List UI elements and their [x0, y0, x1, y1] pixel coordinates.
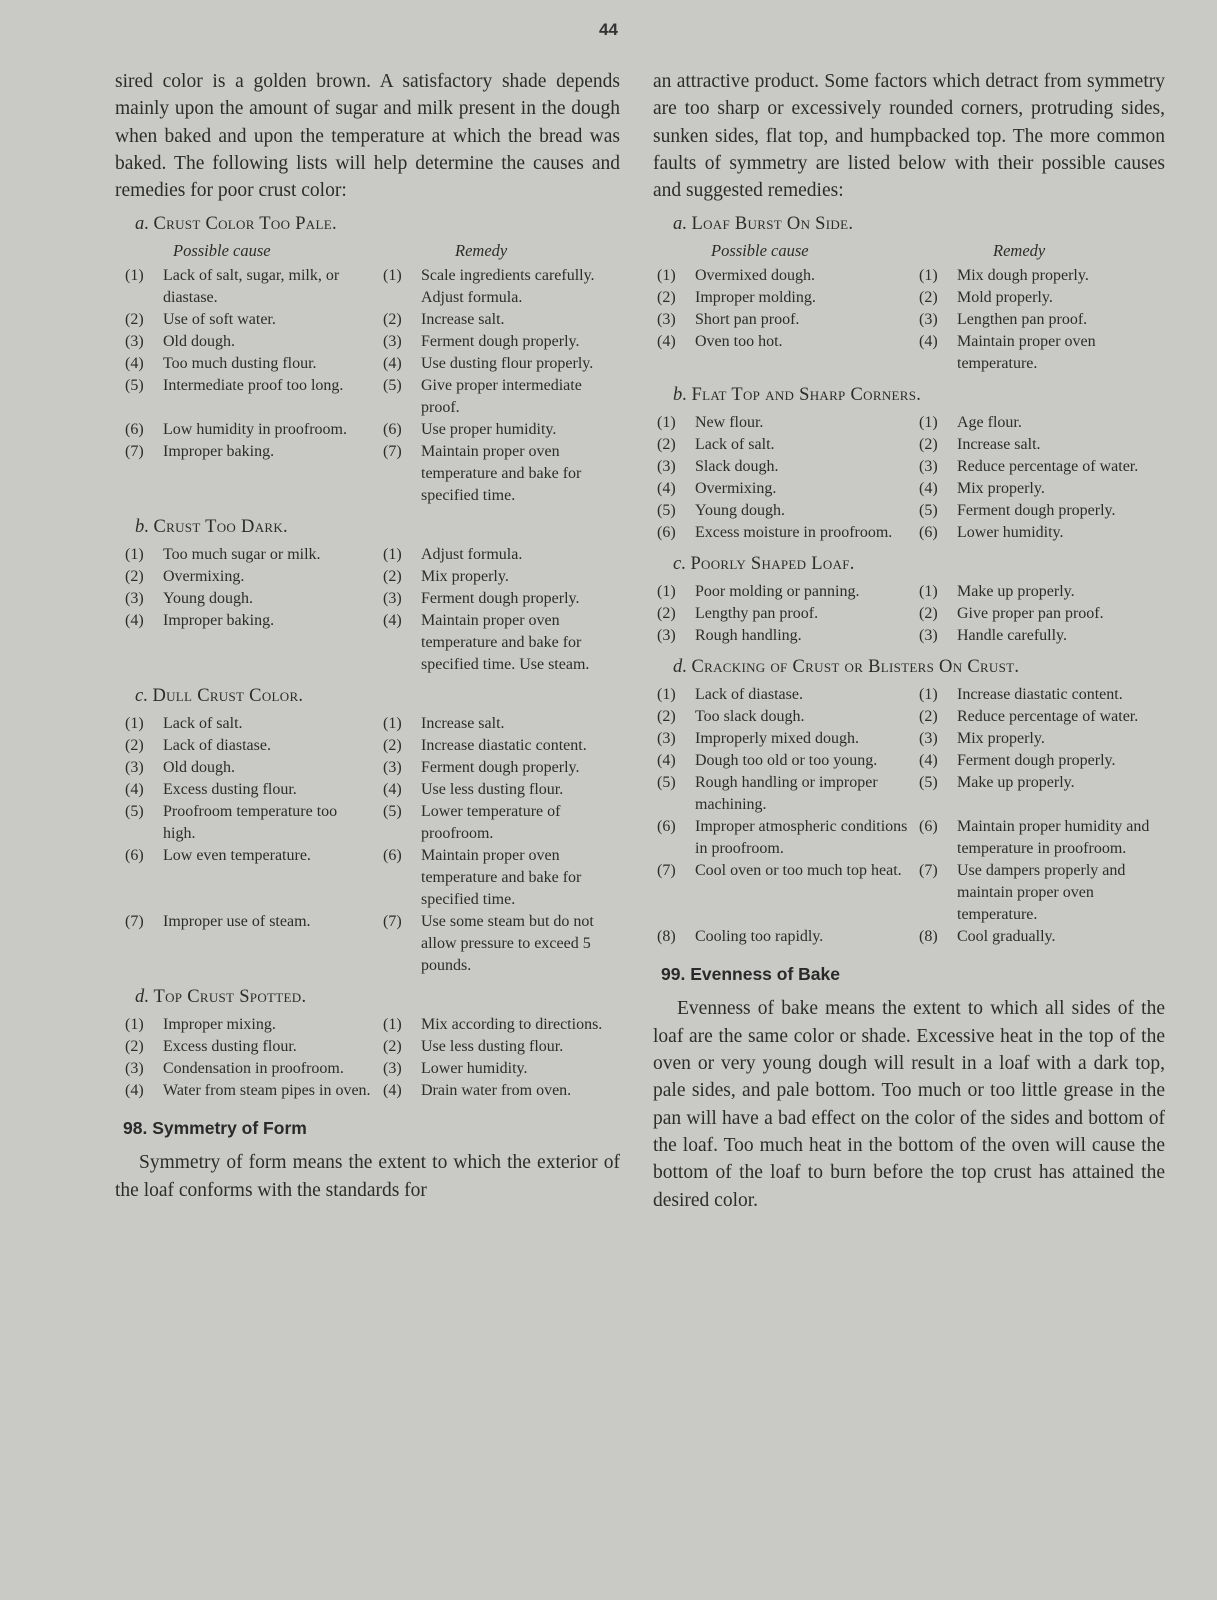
- remedy-text: Mold properly.: [957, 289, 1053, 307]
- row-number: (4): [125, 355, 144, 373]
- column-headers: [115, 241, 620, 261]
- table-row: [657, 684, 1165, 706]
- row-number: (3): [919, 730, 938, 748]
- row-number: (4): [383, 612, 402, 630]
- table-row: [657, 603, 1165, 625]
- table-row: [657, 728, 1165, 750]
- section-title: Top Crust Spotted.: [153, 987, 307, 1008]
- remedy-text: Use less dusting flour.: [421, 781, 564, 799]
- cause-text: Slack dough.: [695, 458, 779, 476]
- cause-text: Improper molding.: [695, 289, 816, 307]
- table-row: [125, 610, 620, 676]
- remedy-text: Lower temperature of proofroom.: [421, 803, 561, 843]
- table-row: [125, 588, 620, 610]
- remedy-text: Ferment dough properly.: [421, 759, 580, 777]
- remedy-text: Increase salt.: [421, 311, 505, 329]
- row-number: (1): [125, 715, 144, 733]
- table-row: [125, 1058, 620, 1080]
- cause-text: Lack of salt, sugar, milk, or diastase.: [163, 267, 340, 307]
- row-number: (1): [383, 1016, 402, 1034]
- cause-text: Improperly mixed dough.: [695, 730, 859, 748]
- remedy-text: Maintain proper oven temperature.: [957, 333, 1096, 373]
- table-row: [125, 1080, 620, 1102]
- row-number: (6): [383, 847, 402, 865]
- article-heading-symmetry-of-form: 98. Symmetry of Form: [123, 1118, 307, 1139]
- remedy-text: Adjust formula.: [421, 546, 523, 564]
- row-number: (2): [125, 737, 144, 755]
- row-number: (7): [383, 913, 402, 931]
- row-number: (1): [125, 546, 144, 564]
- section-letter: b.: [135, 517, 150, 538]
- row-number: (2): [919, 436, 938, 454]
- table-row: [125, 544, 620, 566]
- section-letter: c.: [673, 554, 687, 575]
- remedy-text: Make up properly.: [957, 774, 1075, 792]
- row-number: (5): [125, 377, 144, 395]
- table-row: [657, 309, 1165, 331]
- table-row: [125, 801, 620, 845]
- remedy-text: Cool gradually.: [957, 928, 1056, 946]
- row-number: (4): [657, 752, 676, 770]
- table-row: [125, 331, 620, 353]
- row-number: (4): [919, 480, 938, 498]
- row-number: (2): [657, 436, 676, 454]
- row-number: (3): [125, 759, 144, 777]
- cause-text: Improper baking.: [163, 612, 275, 630]
- row-number: (4): [919, 333, 938, 351]
- left-column: [115, 68, 620, 1204]
- table-row: [657, 287, 1165, 309]
- cause-text: Rough handling.: [695, 627, 802, 645]
- row-number: (4): [383, 1082, 402, 1100]
- row-number: (4): [125, 612, 144, 630]
- row-number: (5): [919, 774, 938, 792]
- table-row: [657, 816, 1165, 860]
- table-row: [125, 566, 620, 588]
- row-number: (5): [919, 502, 938, 520]
- row-number: (5): [383, 803, 402, 821]
- row-number: (3): [125, 333, 144, 351]
- row-number: (2): [657, 708, 676, 726]
- table-row: [657, 625, 1165, 647]
- row-number: (1): [383, 267, 402, 285]
- row-number: (6): [919, 818, 938, 836]
- cause-text: Poor molding or panning.: [695, 583, 860, 601]
- row-number: (3): [125, 1060, 144, 1078]
- table-row: [657, 706, 1165, 728]
- cause-text: Overmixing.: [163, 568, 245, 586]
- row-number: (4): [657, 480, 676, 498]
- table-row: [125, 309, 620, 331]
- section-title: Cracking of Crust or Blisters On Crust.: [691, 657, 1020, 678]
- row-number: (2): [657, 289, 676, 307]
- row-number: (1): [919, 686, 938, 704]
- table-row: [657, 772, 1165, 816]
- remedy-text: Reduce percentage of water.: [957, 458, 1139, 476]
- section-poorly-shaped-loaf: [673, 554, 1165, 575]
- remedy-text: Use dusting flour properly.: [421, 355, 594, 373]
- row-number: (4): [125, 781, 144, 799]
- row-number: (2): [125, 568, 144, 586]
- cause-text: Cool oven or too much top heat.: [695, 862, 902, 880]
- row-number: (8): [919, 928, 938, 946]
- remedy-text: Age flour.: [957, 414, 1022, 432]
- section-letter: a.: [673, 214, 688, 235]
- row-number: (4): [383, 781, 402, 799]
- table-row: [125, 845, 620, 911]
- row-number: (1): [919, 414, 938, 432]
- remedy-text: Handle carefully.: [957, 627, 1068, 645]
- cause-text: Lack of salt.: [163, 715, 243, 733]
- remedy-text: Increase salt.: [957, 436, 1041, 454]
- cause-text: Proofroom temperature too high.: [163, 803, 338, 843]
- cause-text: Cooling too rapidly.: [695, 928, 824, 946]
- table-row: [657, 456, 1165, 478]
- remedy-text: Make up properly.: [957, 583, 1075, 601]
- cause-text: Excess moisture in proofroom.: [695, 524, 893, 542]
- cause-text: Short pan proof.: [695, 311, 800, 329]
- remedy-text: Mix properly.: [421, 568, 509, 586]
- row-number: (8): [657, 928, 676, 946]
- row-number: (3): [125, 590, 144, 608]
- section-letter: d.: [673, 657, 688, 678]
- cause-text: Rough handling or improper machining.: [695, 774, 878, 814]
- remedy-text: Maintain proper humidity and temperature in proofroom.: [957, 818, 1150, 858]
- row-number: (5): [383, 377, 402, 395]
- row-number: (3): [383, 1060, 402, 1078]
- cause-text: Overmixing.: [695, 480, 777, 498]
- table-row: [125, 353, 620, 375]
- row-number: (3): [919, 311, 938, 329]
- cause-text: Lack of salt.: [695, 436, 775, 454]
- table-row: [125, 911, 620, 977]
- remedy-text: Use proper humidity.: [421, 421, 557, 439]
- section-flat-top-and-sharp-corners: [673, 385, 1165, 406]
- symmetry-body-start: Symmetry of form means the extent to which the exterior of the loaf conforms with the standards for: [115, 1152, 620, 1201]
- section-title: Loaf Burst On Side.: [691, 214, 854, 235]
- section-letter: d.: [135, 987, 150, 1008]
- remedy-text: Scale ingredients carefully. Adjust formula.: [421, 267, 595, 307]
- row-number: (4): [125, 1082, 144, 1100]
- row-number: (2): [383, 1038, 402, 1056]
- cause-text: Low even temperature.: [163, 847, 311, 865]
- table-row: [125, 375, 620, 419]
- row-number: (6): [125, 421, 144, 439]
- remedy-text: Ferment dough properly.: [957, 502, 1116, 520]
- cause-text: Young dough.: [695, 502, 785, 520]
- row-number: (3): [657, 458, 676, 476]
- cause-text: New flour.: [695, 414, 764, 432]
- remedy-text: Increase salt.: [421, 715, 505, 733]
- table-row: [657, 434, 1165, 456]
- row-number: (2): [657, 605, 676, 623]
- row-number: (6): [657, 818, 676, 836]
- cause-text: Condensation in proofroom.: [163, 1060, 344, 1078]
- cause-text: Lack of diastase.: [163, 737, 271, 755]
- table-row: [125, 779, 620, 801]
- remedy-text: Mix properly.: [957, 480, 1045, 498]
- remedy-text: Reduce percentage of water.: [957, 708, 1139, 726]
- row-number: (2): [919, 605, 938, 623]
- row-number: (5): [657, 774, 676, 792]
- section-title: Flat Top and Sharp Corners.: [691, 385, 922, 406]
- cause-text: Lack of diastase.: [695, 686, 803, 704]
- cause-text: Excess dusting flour.: [163, 781, 297, 799]
- section-crust-color-too-pale: [135, 214, 620, 235]
- cause-text: Old dough.: [163, 333, 235, 351]
- cause-text: Too much sugar or milk.: [163, 546, 321, 564]
- row-number: (1): [383, 715, 402, 733]
- cause-text: Improper atmospheric conditions in proofroom.: [695, 818, 908, 858]
- remedy-header: Remedy: [993, 241, 1046, 261]
- section-letter: b.: [673, 385, 688, 406]
- remedy-text: Lengthen pan proof.: [957, 311, 1088, 329]
- remedy-text: Increase diastatic content.: [957, 686, 1123, 704]
- remedy-text: Maintain proper oven temperature and bake for specified time.: [421, 443, 582, 505]
- row-number: (7): [125, 913, 144, 931]
- table-row: [657, 412, 1165, 434]
- section-loaf-burst-on-side: [673, 214, 1165, 235]
- remedy-text: Use dampers properly and maintain proper oven temperature.: [957, 862, 1126, 924]
- cause-text: Low humidity in proofroom.: [163, 421, 347, 439]
- row-number: (6): [919, 524, 938, 542]
- evenness-of-bake-body: Evenness of bake means the extent to which all sides of the loaf are the same color or shade. Excessive heat in the top of the oven or very young dough will result in a loaf with a dark top, pale sides, and pale bottom. Too much or too little grease in the pan will have a bad effect on the color of the sides and bottom of the loaf. Too much heat in the bottom of the oven will cause the bottom of the loaf to burn before the top crust has attained the desired color.: [653, 998, 1165, 1211]
- table-row: [125, 757, 620, 779]
- cause-text: Excess dusting flour.: [163, 1038, 297, 1056]
- remedy-text: Ferment dough properly.: [421, 333, 580, 351]
- table-row: [657, 581, 1165, 603]
- row-number: (2): [919, 289, 938, 307]
- cause-text: Too much dusting flour.: [163, 355, 317, 373]
- row-number: (1): [657, 583, 676, 601]
- row-number: (2): [125, 1038, 144, 1056]
- remedy-text: Lower humidity.: [957, 524, 1064, 542]
- cause-text: Dough too old or too young.: [695, 752, 878, 770]
- cause-text: Old dough.: [163, 759, 235, 777]
- row-number: (3): [383, 590, 402, 608]
- remedy-text: Mix according to directions.: [421, 1016, 603, 1034]
- row-number: (3): [919, 627, 938, 645]
- remedy-text: Drain water from oven.: [421, 1082, 572, 1100]
- section-dull-crust-color: [135, 686, 620, 707]
- row-number: (5): [125, 803, 144, 821]
- cause-text: Young dough.: [163, 590, 253, 608]
- remedy-text: Lower humidity.: [421, 1060, 528, 1078]
- cause-text: Improper baking.: [163, 443, 275, 461]
- table-row: [657, 860, 1165, 926]
- article-heading-evenness-of-bake: 99. Evenness of Bake: [661, 964, 840, 985]
- section-cracking-of-crust: [673, 657, 1165, 678]
- row-number: (3): [657, 627, 676, 645]
- section-letter: a.: [135, 214, 150, 235]
- row-number: (4): [383, 355, 402, 373]
- row-number: (1): [383, 546, 402, 564]
- cause-text: Too slack dough.: [695, 708, 805, 726]
- row-number: (1): [657, 686, 676, 704]
- remedy-text: Maintain proper oven temperature and bake for specified time.: [421, 847, 582, 909]
- table-row: [125, 735, 620, 757]
- row-number: (7): [125, 443, 144, 461]
- remedy-text: Give proper pan proof.: [957, 605, 1104, 623]
- row-number: (6): [657, 524, 676, 542]
- row-number: (2): [383, 311, 402, 329]
- table-row: [125, 265, 620, 309]
- table-row: [125, 441, 620, 507]
- table-row: [125, 713, 620, 735]
- row-number: (1): [919, 267, 938, 285]
- table-row: [657, 331, 1165, 375]
- possible-cause-header: Possible cause: [711, 241, 809, 261]
- row-number: (6): [383, 421, 402, 439]
- section-title: Crust Color Too Pale.: [153, 214, 337, 235]
- row-number: (1): [125, 1016, 144, 1034]
- row-number: (3): [919, 458, 938, 476]
- page-number: 44: [599, 20, 618, 39]
- row-number: (7): [383, 443, 402, 461]
- section-title: Dull Crust Color.: [152, 686, 304, 707]
- right-column: [653, 68, 1165, 1214]
- cause-text: Intermediate proof too long.: [163, 377, 344, 395]
- section-crust-too-dark: [135, 517, 620, 538]
- row-number: (2): [125, 311, 144, 329]
- row-number: (4): [657, 333, 676, 351]
- section-title: Poorly Shaped Loaf.: [690, 554, 855, 575]
- row-number: (7): [919, 862, 938, 880]
- cause-text: Improper mixing.: [163, 1016, 276, 1034]
- remedy-text: Increase diastatic content.: [421, 737, 587, 755]
- table-row: [125, 1036, 620, 1058]
- cause-text: Overmixed dough.: [695, 267, 815, 285]
- row-number: (1): [125, 267, 144, 285]
- section-letter: c.: [135, 686, 149, 707]
- remedy-text: Use less dusting flour.: [421, 1038, 564, 1056]
- remedy-header: Remedy: [455, 241, 508, 261]
- symmetry-body-continued: an attractive product. Some factors which detract from symmetry are too sharp or excessively rounded corners, protruding sides, sunken sides, flat top, and humpbacked top. The more common faults of symmetry are listed below with their possible causes and suggested remedies:: [653, 71, 1165, 202]
- row-number: (6): [125, 847, 144, 865]
- row-number: (3): [383, 333, 402, 351]
- row-number: (3): [657, 730, 676, 748]
- section-top-crust-spotted: [135, 987, 620, 1008]
- cause-text: Use of soft water.: [163, 311, 276, 329]
- table-row: [657, 500, 1165, 522]
- row-number: (3): [657, 311, 676, 329]
- column-headers: [653, 241, 1165, 261]
- section-title: Crust Too Dark.: [153, 517, 288, 538]
- table-row: [657, 926, 1165, 948]
- remedy-text: Give proper intermediate proof.: [421, 377, 582, 417]
- crust-color-intro: sired color is a golden brown. A satisfactory shade depends mainly upon the amount of sugar and milk present in the dough when baked and upon the temperature at which the bread was baked. The following lists will help determine the causes and remedies for poor crust color:: [115, 71, 620, 202]
- table-row: [657, 265, 1165, 287]
- cause-text: Water from steam pipes in oven.: [163, 1082, 371, 1100]
- remedy-text: Ferment dough properly.: [421, 590, 580, 608]
- remedy-text: Maintain proper oven temperature and bake for specified time. Use steam.: [421, 612, 590, 674]
- row-number: (1): [657, 267, 676, 285]
- row-number: (1): [657, 414, 676, 432]
- table-row: [657, 750, 1165, 772]
- row-number: (2): [919, 708, 938, 726]
- table-row: [125, 419, 620, 441]
- table-row: [657, 522, 1165, 544]
- row-number: (1): [919, 583, 938, 601]
- cause-text: Oven too hot.: [695, 333, 783, 351]
- row-number: (5): [657, 502, 676, 520]
- row-number: (7): [657, 862, 676, 880]
- row-number: (3): [383, 759, 402, 777]
- table-row: [125, 1014, 620, 1036]
- table-row: [657, 478, 1165, 500]
- remedy-text: Use some steam but do not allow pressure to exceed 5 pounds.: [421, 913, 594, 975]
- remedy-text: Mix dough properly.: [957, 267, 1089, 285]
- remedy-text: Ferment dough properly.: [957, 752, 1116, 770]
- row-number: (4): [919, 752, 938, 770]
- cause-text: Lengthy pan proof.: [695, 605, 819, 623]
- cause-text: Improper use of steam.: [163, 913, 311, 931]
- row-number: (2): [383, 737, 402, 755]
- row-number: (2): [383, 568, 402, 586]
- remedy-text: Mix properly.: [957, 730, 1045, 748]
- possible-cause-header: Possible cause: [173, 241, 271, 261]
